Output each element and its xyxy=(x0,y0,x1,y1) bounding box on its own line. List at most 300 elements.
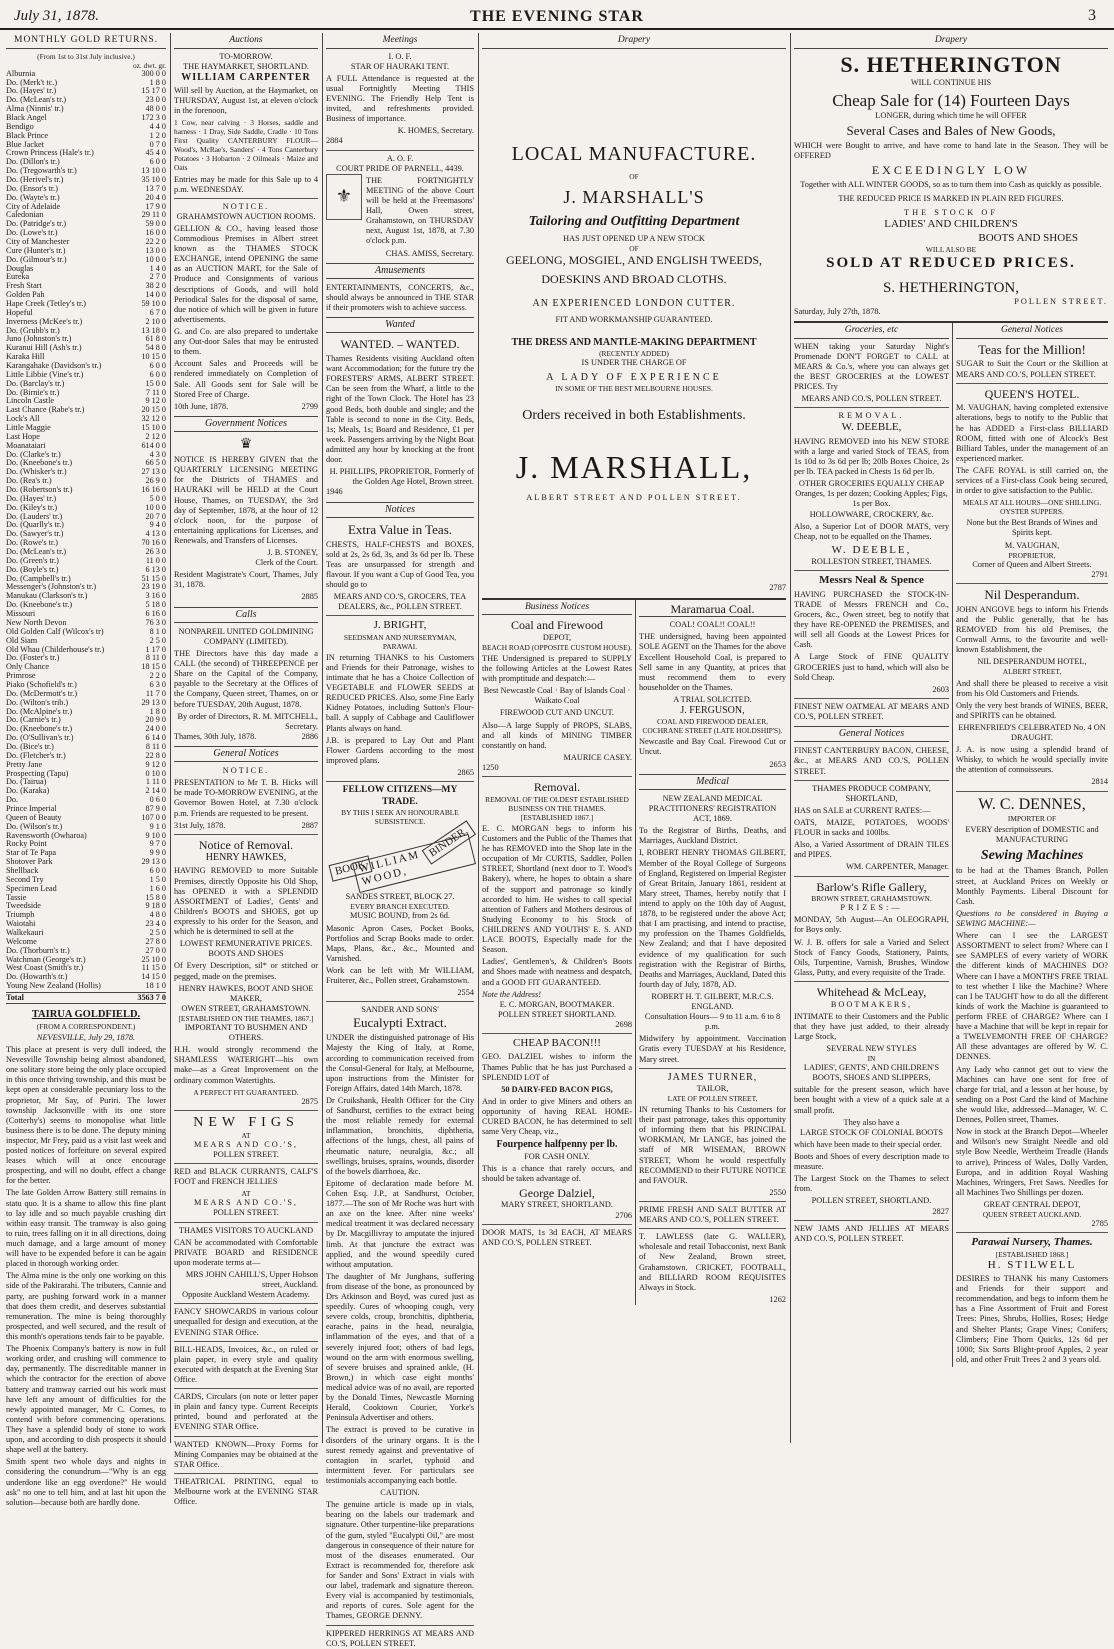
ad-address: ROLLESTON STREET, THAMES. xyxy=(811,557,932,567)
ad-headline: FELLOW CITIZENS—MY TRADE. xyxy=(342,785,458,807)
mine-name: Do. (Patridge's tr.) xyxy=(6,219,67,229)
gold-yield: 27 13 0 xyxy=(141,467,166,477)
mine-name: Do. (Wilton's trib.) xyxy=(6,697,69,707)
ad-headline: HOLLOWWARE, CROCKERY, &c. xyxy=(809,509,934,519)
mine-name: Do. (Tairua) xyxy=(6,777,47,787)
ad-headline: CAUTION. xyxy=(380,1488,420,1498)
ad-text: Ladies', Gentlemen's, & Children's Boots and Shoes made with neatness and despatch, and a GOOD FIT GUARANTEED. xyxy=(482,957,632,987)
ad-text: THE Directors have this day made a CALL (the second) of THREEPENCE per Share on the Capital of the Company, payable to the Secretary at the Offices of the Company, Queen street, Thames, on or before TUESDAY, 20th August, 1878. xyxy=(174,649,318,709)
ad-list: Best Newcastle Coal · Bay of Islands Coal · Waikato Coal xyxy=(483,686,631,706)
ad-text: Any Lady who cannot get out to view the Machines can have one sent for free of charge for trial, and a lesson at her house, by sending on a Post Card the kind of Machine she would like, addressed—Manager, W. C. Dennes, Pollen street, Thames. xyxy=(956,1064,1108,1125)
ad-headline: Whitehead & McLeay, xyxy=(816,984,927,999)
gold-yield: 32 12 0 xyxy=(141,414,166,424)
ad-headline: GEELONG, MOSGIEL, AND ENGLISH TWEEDS, xyxy=(505,253,763,268)
gold-yield: 9 18 0 xyxy=(145,901,166,911)
ad-ref: 2827 xyxy=(932,1206,949,1216)
section-heading-government: Government Notices xyxy=(174,416,318,432)
ad-text: WHEN taking your Saturday Night's Promenade DON'T FORGET to CALL at MEARS & Co.'s, where you can always get the BEST GROCERIES at the LOWEST PRICES. Try xyxy=(794,341,949,392)
ad-headline: Nil Desperandum. xyxy=(984,586,1080,602)
ad-headline: Fourpence halfpenny per lb. xyxy=(496,1139,618,1151)
ad-headline: Teas for the Million! xyxy=(978,341,1086,357)
gold-yield: 6 16 0 xyxy=(145,609,166,619)
ad-headline: LOCAL MANUFACTURE. xyxy=(511,142,757,165)
gold-yield: 70 16 0 xyxy=(141,538,166,548)
mine-name: Do. (Foster's tr.) xyxy=(6,653,60,663)
ad-text: I, ROBERT HENRY THOMAS GILBERT, Member of the Royal College of Surgeons of England, Registered on Imperial Register of Great Britain, January 1861, resident at Mary street, Thames, hereby notify that I intend to apply on the 10th day of August, 1878, to be registered under the above Act; that I am practising, and intend to practise, my profession on the Thames Goldfields, New Zealand; and that I have deposited evidence of my qualification for such registration with the Registrar of Births, Deaths and Marriages, Auckland, Dated this fourth day of July, 1878, AD. xyxy=(639,848,786,989)
ad-headline: THE HAYMARKET, SHORTLAND. xyxy=(183,61,309,71)
ad-text: suitable for the present season, which have been bought with a view of a quick sale at a small profit. xyxy=(794,1085,949,1115)
mine-name: City of Adelaide xyxy=(6,201,61,211)
page-number: 3 xyxy=(1088,7,1096,24)
ad-signature: George Dalziel, xyxy=(519,1185,595,1200)
ad-text: Work can be left with Mr WILLIAM, Fruiterer, &c., Pollen street, Grahamstown. xyxy=(326,966,474,986)
mine-name: Do. (Kneebone's tr.) xyxy=(6,600,73,610)
gold-yield: 2 12 0 xyxy=(145,431,166,441)
gold-yield: 0 7 0 xyxy=(149,139,166,149)
gold-yield: 23 4 0 xyxy=(145,919,166,929)
gold-yield: 87 9 0 xyxy=(145,803,166,813)
ad-text: The extract is proved to be curative in disorders of the urinary organs. It is the surest remedy against and preventative of contagion in scarlet, typhoid and intermittent fever. For particulars see testimonials accompanying each bottle. xyxy=(326,1425,474,1486)
ad-text: which have been made to their special order. xyxy=(794,1139,942,1149)
gold-yield: 0 6 0 xyxy=(149,795,166,805)
ad-headline: IMPORTANT TO BUSHMEN AND OTHERS. xyxy=(184,1022,308,1043)
gold-yield: 16 0 0 xyxy=(145,228,166,238)
mine-name: Do. (Ensor's tr.) xyxy=(6,183,58,193)
masthead xyxy=(0,0,1114,30)
ad-text: NEW JAMS AND JELLIES AT MEARS AND CO.'S, POLLEN STREET. xyxy=(794,1223,949,1243)
ad-text: G. and Co. are also prepared to undertake any Out-door Sales that may be entrusted to them. xyxy=(174,327,318,357)
ad-date: Thames, 30th July, 1878. xyxy=(174,731,257,741)
ad-headline: I. O. F. xyxy=(388,51,412,61)
gold-yield: 13 0 0 xyxy=(145,245,166,255)
ad-headline: A LADY OF EXPERIENCE xyxy=(546,372,722,384)
ad-text: M. VAUGHAN, having completed extensive alterations, begs to notify to the Public that he has ADDED a First-class BILLIARD ROOM, fitted with one of Alcock's Best Billiard Tables, under the management of an experienced marker. xyxy=(956,403,1108,463)
mine-name: Manukau (Clarkson's tr.) xyxy=(6,591,88,601)
gold-yield: 17 9 0 xyxy=(145,201,166,211)
ad-text: WILL ALSO BE xyxy=(925,245,977,255)
ad-headline: W. C. DENNES, xyxy=(978,795,1086,813)
gold-yield: 2 5 0 xyxy=(149,635,166,645)
mine-name: Old Siam xyxy=(6,635,38,645)
mine-name: Do. (Clarke's tr.) xyxy=(6,449,61,459)
ad-headline: GRAHAMSTOWN AUCTION ROOMS. xyxy=(176,211,316,221)
mine-name: Black Angel xyxy=(6,112,47,122)
ad-list: 1 Cow, near calving · 3 Horses, saddle and harness · 1 Dray, Side Saddle, Cradle · 10 Tons First Quality CANTERBURY FLOUR—Wood's, McRae's, Sanders' · 4 Tons Canterbury Potatoes · 3 Hobarton · 2 Oilmeals · Maize and Oats xyxy=(174,118,318,173)
mine-name: Karaka Hill xyxy=(6,352,45,362)
mine-name: Hape Creek (Tetley's tr.) xyxy=(6,298,87,308)
gold-returns-table xyxy=(6,70,166,991)
ad-address: Opposite Auckland Western Academy. xyxy=(182,1290,310,1300)
mine-name: Do. (Kiley's tr.) xyxy=(6,502,58,512)
mine-name: Prince Imperial xyxy=(6,803,57,813)
ad-text: Also, a Superior Lot of DOOR MATS, very Cheap, not to be equalled on the Thames. xyxy=(794,521,949,541)
ad-text: Newcastle and Bay Coal. Firewood Cut or Uncut. xyxy=(639,737,786,757)
ad-address: BROWN STREET, GRAHAMSTOWN. xyxy=(811,894,932,904)
mine-name: Do. (Lowe's tr.) xyxy=(6,228,58,238)
ad-headline: BOOTMAKERS, xyxy=(830,999,913,1009)
ad-headline: QUEEN'S HOTEL. xyxy=(984,386,1080,401)
ad-text: HAS on SALE at CURRENT RATES:— xyxy=(794,805,931,815)
ad-ref: 2791 xyxy=(1091,569,1108,579)
mine-name: Do. (McLean's tr.) xyxy=(6,547,67,557)
subcol-general xyxy=(953,323,1108,1367)
ad-address: OWEN STREET, GRAHAMSTOWN. xyxy=(181,1003,311,1013)
ad-headline: LARGE STOCK OF COLONIAL BOOTS xyxy=(800,1127,943,1137)
ad-text: GELLION & CO., having leased those Commodious Premises in Albert street known as the THAMES STOCK EXCHANGE, intend OPENING the same as an AUCTION MART, for the Sale of Produce and Consignments of various descriptions of Goods, and will hold Periodical Sales for the disposal of same, due notice of which will be given in future advertisements. xyxy=(174,223,318,324)
ad-headline: Messrs Neal & Spence xyxy=(819,574,924,587)
ad-headline: NEW ZEALAND MEDICAL PRACTITIONERS' REGISTRATION ACT, 1869. xyxy=(648,793,777,824)
mine-name: Douglas xyxy=(6,263,34,273)
ad-ref: 2787 xyxy=(769,583,786,593)
tairua-paragraph: The late Golden Arrow Battery still remains in statu quo. It is a shame to allow this fine plant to lay idle and so much payable crushing dirt within easy transit. The tramway is also going to ruin, trees falling on it in all directions, doing much damage, and a large amount of money will have to be expended before it can be again placed in thorough working order. xyxy=(6,1188,166,1269)
gold-yield: 4 3 0 xyxy=(149,449,166,459)
ad-text: IS UNDER THE CHARGE OF xyxy=(581,357,687,367)
ad-headline: COURT PRIDE OF PARNELL, 4439. xyxy=(336,163,464,173)
gold-yield: 5 18 0 xyxy=(145,600,166,610)
gold-yield: 2 10 0 xyxy=(145,316,166,326)
gold-yield: 13 18 0 xyxy=(141,325,166,335)
mine-name: Only Chance xyxy=(6,662,49,672)
column-drapery-marshall xyxy=(482,33,786,1443)
gold-yield: 15 17 0 xyxy=(141,86,166,96)
mine-name: Caledonian xyxy=(6,210,44,220)
gold-yield: 45 4 0 xyxy=(145,148,166,158)
column-rule xyxy=(322,33,323,1443)
ad-signature: MEARS AND CO.'S, POLLEN STREET. xyxy=(801,394,942,404)
ad-note: A PERFECT FIT GUARANTEED. xyxy=(193,1087,299,1097)
ad-text: Epitome of declaration made before M. Cohen Esq. J.P., at Sandhurst, October, 1877.—The son of Mr Roche was hurt with an axe on the knee. After nine weeks' medical treatment it was declared necessary by Dr. Macgillivray to amputate the injured limb. At that juncture the extract was applied, and the wound speedily cured without amputation. xyxy=(326,1178,474,1269)
ad-ref: 2554 xyxy=(457,988,474,998)
ad-headline: NONPAREIL UNITED GOLDMINING COMPANY (LIMITED). xyxy=(178,626,314,646)
ad-headline: COAL! COAL!! COAL!! xyxy=(669,620,756,630)
ad-headline: Removal. xyxy=(533,780,581,795)
section-heading-calls: Calls xyxy=(174,607,318,623)
mine-name: Shellback xyxy=(6,865,39,875)
mine-name: Kuranui Hill (Ash's tr.) xyxy=(6,343,82,353)
ad-text: IN returning THANKS to his Customers and Friends for their Patronage, wishes to intimate that he has a Choice Collection of VEGETABLE and FLOWER SEEDS at REDUCED PRICES. Also, some Fine Early Kidney Potatoes, including Sutton's Flour-ball. A supply of Cabbage and Cauliflower Plants always on hand. xyxy=(326,652,474,733)
ad-ref: 2698 xyxy=(615,1019,632,1029)
gold-returns-subheading: (From 1st to 31st July inclusive.) xyxy=(37,51,135,61)
ad-headline: JAMES TURNER, xyxy=(667,1071,758,1083)
ad-ref: 1946 xyxy=(326,487,343,497)
mine-name: Juno (Johnston's tr.) xyxy=(6,334,72,344)
gold-yield: 48 0 0 xyxy=(145,104,166,114)
section-heading-wanted: Wanted xyxy=(326,317,474,333)
ad-text: Of Every Description, sil* or stitched or pegged, made on the premises. xyxy=(174,961,318,981)
column-auctions xyxy=(174,33,318,1507)
column-rule xyxy=(478,33,479,1443)
ad-text: LATE OF POLLEN STREET, xyxy=(667,1094,758,1103)
mine-name: Primrose xyxy=(6,671,36,681)
gold-yield: 7 11 0 xyxy=(145,387,166,397)
mine-name: Specimen Lead xyxy=(6,883,57,893)
ad-text: to be had at the Thames Branch, Pollen street, at Auckland Prices on Weekly or Monthly Payments. Liberal Discount for Cash. xyxy=(956,866,1108,906)
ad-ref: 2799 xyxy=(301,401,318,411)
gold-yield: 6 13 0 xyxy=(145,564,166,574)
ad-headline: Several Cases and Bales of New Goods, xyxy=(846,123,1056,139)
ad-text: Consultation Hours— 9 to 11 a.m. 6 to 8 p.m. xyxy=(644,1012,781,1032)
ad-ref: 2885 xyxy=(301,592,318,602)
gold-yield: 10 0 0 xyxy=(145,502,166,512)
gold-yield: 25 10 0 xyxy=(141,954,166,964)
gold-yield: 6 0 0 xyxy=(149,361,166,370)
ad-text: KIPPERED HERRINGS AT MEARS AND CO.'S, POLLEN STREET. xyxy=(326,1628,474,1648)
gold-yield: 1 11 0 xyxy=(145,777,166,787)
section-heading-notices: Notices xyxy=(326,502,474,518)
mine-name: Old Whau (Childerhouse's tr.) xyxy=(6,644,105,654)
mine-name: Moanataiari xyxy=(6,440,46,450)
mine-name: Crown Princess (Hale's tr.) xyxy=(6,148,94,158)
mine-name: Do. (Whisker's tr.) xyxy=(6,467,67,477)
subcol-coal-medical xyxy=(636,600,786,1305)
ad-store: MEARS AND CO.'S, xyxy=(193,1198,299,1208)
ad-signature: WM. CARPENTER, Manager. xyxy=(845,862,949,872)
mine-name: Do. (Rea's tr.) xyxy=(6,476,52,486)
ad-signature: J. FERGUSON, xyxy=(680,705,745,717)
gold-yield: 4 13 0 xyxy=(145,529,166,539)
mine-name: Prospecting (Tapu) xyxy=(6,768,69,778)
gold-yield: 66 5 0 xyxy=(145,458,166,468)
ad-text: INTIMATE to their Customers and the Public that they have just added, to their already Large Stock, xyxy=(794,1011,949,1041)
mine-name: Young New Zealand (Hollis) xyxy=(6,981,101,991)
gold-yield: 27 0 0 xyxy=(145,945,166,955)
mine-name: Do. (Campbell's tr.) xyxy=(6,573,71,583)
ad-text: Thames Residents visiting Auckland often want Accommodation; for the future try the FORESTERS' ARMS, ALBERT STREET. Can be seen from the Wharf, a little to the right of the Town Clock. The Hotel has 23 good Beds, both double and single; and the Table is second to none in the City. Beds, 1s; Meals, 1s; Board and Residence, £1 per week. Passengers arriving by the Night Boat admitted any hour by knocking at the front door. xyxy=(326,353,474,465)
gold-yield: 23 19 0 xyxy=(141,582,166,592)
ad-text: THE undersigned, having been appointed SOLE AGENT on the Thames for the above Excellent Household Coal, is prepared to Sell same in any Quantity, at prices that must recommend them to every householder on the Thames. xyxy=(639,632,786,692)
ad-signature: W. DEEBLE, xyxy=(831,543,912,556)
ad-ref: 2603 xyxy=(932,684,949,694)
mine-name: Missouri xyxy=(6,609,36,619)
ad-text: A Large Stock of FINE QUALITY GROCERIES just to hand, which will also be Sold Cheap. xyxy=(794,652,949,682)
mine-name: Do. (Wilson's tr.) xyxy=(6,821,63,831)
mine-name: Little Maggie xyxy=(6,423,51,433)
ad-text: Account Sales and Proceeds will be rendered immediately on Completion of Sale. All Goods sent for Sale will be Stored Free of Charge. xyxy=(174,359,318,399)
ad-headline: Eucalypti Extract. xyxy=(353,1015,447,1031)
banner-binder: BINDER, xyxy=(422,821,476,865)
ad-date: 31st July, 1878. xyxy=(174,820,226,830)
ad-text: DESIRES to THANK his many Customers and Friends for their support and recommendation, and begs to inform them he has a Fine Assortment of Fruit and Forest Trees: Pines, Shrubs, Hollies, Roses; Hedge and Shelter Plants; Grape Vines; Conifers; Climbers; Fine Thorn Quicks, 12s 6d per 1000; Six Sorts Blight-proof Apples, 2 year old, and other Fruit Trees 2 and 3 years old. xyxy=(956,1274,1108,1364)
ad-signature: K. HOMES, Secretary. xyxy=(397,126,474,136)
mine-name: Inverness (McKee's tr.) xyxy=(6,316,83,326)
gold-returns-heading: MONTHLY GOLD RETURNS. xyxy=(6,35,166,49)
ad-text: Only the very best brands of WINES, BEER, and SPIRITS can be obtained. xyxy=(956,700,1108,720)
ad-ref: 2887 xyxy=(301,820,318,830)
ad-text: E. C. MORGAN begs to inform his Customers and the Public of the Thames that he has REMOVED into the Shop late in the occupation of Mr CURTIS, Saddler, Pollen STREET, Shortland (next door to T. Wood's Bakery), where, he hopes to obtain a share of the support and patronage so kindly accorded to him. He wishes to call special attention of Fathers and Mothers desirous of Studying Economy to his Stock of CHILDREN'S AND YOUTHS' E. S. AND LACE BOOTS, Especially made for the Season. xyxy=(482,823,632,955)
mine-name: Do. xyxy=(6,795,19,805)
gold-yield: 18 1 0 xyxy=(145,981,166,991)
ad-signature: J. B. STONEY, xyxy=(267,548,318,558)
ad-text: FANCY SHOWCARDS in various colour unequalled for design and execution, at the EVENING STAR Office. xyxy=(174,1307,318,1337)
ad-headline: WANTED. – WANTED. xyxy=(340,337,460,352)
mine-name: Do. (Sawyer's tr.) xyxy=(6,529,64,539)
ad-headline: Parawai Nursery, Thames. xyxy=(971,1236,1093,1249)
ad-headline: NOTICE. xyxy=(222,201,270,211)
ad-headline: AN EXPERIENCED LONDON CUTTER. xyxy=(532,298,736,310)
gold-return-row xyxy=(6,265,166,274)
ad-text: LONGER, during which time he will OFFER xyxy=(875,111,1027,121)
gold-yield: 2 2 0 xyxy=(149,671,166,681)
ad-text: A FULL Attendance is requested at the usual Fortnightly Meeting THIS EVENING. The Friendly Help Tent is invited, and refreshments provided. Business of importance. xyxy=(326,73,474,124)
ad-headline: FIREWOOD CUT AND UNCUT. xyxy=(499,708,614,718)
mine-name: Piako (Schofield's tr.) xyxy=(6,679,77,689)
ad-text: This is a chance that rarely occurs, and should be taken advantage of. xyxy=(482,1163,632,1183)
gold-yield: 1 8 0 xyxy=(149,77,166,87)
ad-address: COAL AND FIREWOOD DEALER, COCHRANE STREET (LATE HOLDSHIP'S). xyxy=(642,717,783,736)
tairua-heading: TAIRUA GOLDFIELD. xyxy=(31,1009,141,1021)
ad-headline: THAMES VISITORS TO AUCKLAND xyxy=(178,1225,314,1235)
ad-text: Midwifery by appointment. Vaccination Gratis every TUESDAY at his Residence, Mary street. xyxy=(639,1034,786,1064)
ad-text: IN SOME OF THE BEST MELBOURNE HOUSES. xyxy=(555,384,713,394)
gold-yield: 51 15 0 xyxy=(141,573,166,583)
ad-text: Masonic Apron Cases, Pocket Books, Portfolios and Scrap Books made to order. Maps, Plans, &c., &c., Mounted and Varnished. xyxy=(326,923,474,963)
gold-yield: 0 10 0 xyxy=(145,768,166,778)
gold-total-label: Total xyxy=(6,993,24,1003)
mine-name: Do. (McDermott's tr.) xyxy=(6,688,78,698)
mine-name: Triumph xyxy=(6,910,35,920)
column-meetings xyxy=(326,33,474,1648)
gold-yield: 9 4 0 xyxy=(149,520,166,530)
ad-text: To the Registrar of Births, Deaths, and Marriages, Auckland District. xyxy=(639,826,786,846)
auctioneer-name: WILLIAM CARPENTER xyxy=(181,71,311,83)
ad-text: WANTED KNOWN—Proxy Forms for Mining Companies may be obtained at the STAR Office. xyxy=(174,1439,318,1469)
ad-text: IN returning Thanks to his Customers for their past patronage, takes this opportunity of informing them that his PRINCIPAL WORKMAN, Mr LANGE, has joined the staff of MR WISEMAN, BROWN STREET, Whom he would respectfully RECOMMEND to their FUTURE NOTICE and FAVOUR. xyxy=(639,1105,786,1185)
gold-total-value: 3563 7 0 xyxy=(137,993,166,1003)
gold-yield: 76 3 0 xyxy=(145,617,166,627)
ad-headline: A TRIAL SOLICITED. xyxy=(673,694,752,704)
ad-headline: Notice of Removal. xyxy=(198,837,294,852)
ad-address: MARY STREET, SHORTLAND. xyxy=(501,1200,613,1210)
section-heading-business: Business Notices xyxy=(482,602,632,616)
ad-headline: CHEAP BACON!!! xyxy=(513,1037,601,1050)
ad-signature: H. PHILLIPS, PROPRIETOR, Formerly of the Golden Age Hotel, Brown street. xyxy=(329,467,474,487)
subcol-business xyxy=(482,600,636,1305)
ad-ref: 2886 xyxy=(301,731,318,741)
ad-text: H.H. would strongly recommend the SHAMLESS WATERIGHT—his own make—as a Great Improvement on the ordinary common Watertights. xyxy=(174,1045,318,1085)
gold-yield: 9 12 0 xyxy=(145,759,166,769)
gold-yield: 35 10 0 xyxy=(141,174,166,184)
ad-headline: Sewing Machines xyxy=(980,848,1084,864)
gold-yield: 5 0 0 xyxy=(149,493,166,503)
ad-text: Entries may be made for this Sale up to 4 p.m. WEDNESDAY. xyxy=(174,174,318,194)
ad-headline: J. BRIGHT, xyxy=(373,619,427,632)
ad-text: THE STOCK OF xyxy=(904,208,998,218)
ad-text: CHESTS, HALF-CHESTS and BOXES, sold at 2s, 2s 6d, 3s, and 3s 6d per lb. These Teas are unsurpassed for strength and flavour. If you want a Cup of Good Tea, you should go to xyxy=(326,539,474,589)
mine-name: Bendigo xyxy=(6,121,34,131)
ad-text: And in order to give Miners and others an opportunity of having REAL HOME-CURED BACON, he has determined to sell same Very Cheap, viz., xyxy=(482,1096,632,1137)
ad-headline: SOLD AT REDUCED PRICES. xyxy=(826,255,1076,272)
section-heading-groceries: Groceries, etc xyxy=(794,325,949,339)
ad-headline: J. MARSHALL, xyxy=(515,449,753,486)
section-heading-meetings: Meetings xyxy=(326,35,474,49)
ad-headline: EXCEEDINGLY LOW xyxy=(871,163,1031,178)
gold-yield: 6 3 0 xyxy=(149,679,166,689)
ad-text: PRIME FRESH AND SALT BUTTER AT MEARS AND CO.'S, POLLEN STREET. xyxy=(639,1205,786,1225)
mine-name: Old Golden Calf (Wilcox's tr) xyxy=(6,626,104,636)
gold-yield: 38 2 0 xyxy=(145,281,166,291)
gold-yield: 10 0 0 xyxy=(145,254,166,264)
ad-signature: H. STILWELL xyxy=(987,1258,1077,1271)
ad-text: FINEST CANTERBURY BACON, CHEESE, &c., at MEARS AND CO.'S, POLLEN STREET. xyxy=(794,746,949,776)
ad-headline: SANDER AND SONS' xyxy=(361,1005,439,1015)
ad-headline: J. MARSHALL'S xyxy=(563,187,705,207)
ad-headline: S. HETHERINGTON xyxy=(840,51,1062,77)
ad-headline: NOTICE. xyxy=(222,766,270,776)
section-heading-general: General Notices xyxy=(174,746,318,762)
ad-text: DOOR MATS, 1s 3d EACH, AT MEARS AND CO.'S, POLLEN STREET. xyxy=(482,1227,632,1247)
ad-text: Questions to be considered in Buying a SEWING MACHINE:— xyxy=(956,908,1108,928)
ad-headline: TAILOR, xyxy=(696,1083,729,1093)
gold-yield: 13 10 0 xyxy=(141,166,166,176)
ad-text: HAVING REMOVED into his NEW STORE with a large and varied Stock of TEAS, from 1s 10d to 3s 6d per lb; 20lb Boxes Choice, 2s per lb. TEA packed in Chests 1s 6d per lb. xyxy=(794,436,949,477)
ad-signature: ROBERT H. T. GILBERT, M.R.C.S. ENGLAND. xyxy=(651,991,774,1012)
mine-name: Last Hope xyxy=(6,431,40,441)
ad-ref: 2706 xyxy=(615,1210,632,1220)
mine-name: Do. (Carnie's tr.) xyxy=(6,715,61,725)
banner-william-wood: WILLIAM WOOD, xyxy=(352,834,476,893)
newspaper-title: THE EVENING STAR xyxy=(470,8,644,25)
ad-headline: HENRY HAWKES, xyxy=(205,852,287,864)
mine-name: Do. (Kneebone's tr.) xyxy=(6,724,73,734)
mine-name: Do. (Hayes' tr.) xyxy=(6,493,57,503)
mine-name: Tassie xyxy=(6,892,27,902)
ad-at: AT xyxy=(241,1130,251,1140)
gold-yield: 15 0 0 xyxy=(145,378,166,388)
gold-yield: 2 7 0 xyxy=(149,272,166,282)
gold-yield: 8 11 0 xyxy=(145,653,166,663)
ad-headline: EVERY BRANCH EXECUTED. xyxy=(350,902,450,912)
ad-signature: By order of Directors, R. M. MITCHELL, Secretary. xyxy=(177,711,318,731)
mine-name: Do. (O'Sullivan's tr.) xyxy=(6,733,74,743)
gold-units: oz. dwt. gr. xyxy=(132,60,166,70)
ad-text: The CAFE ROYAL is still carried on, the services of a First-class Cook being secured, in order to give satisfaction to the Public. xyxy=(956,465,1108,496)
ad-text: MONDAY, 5th August—An OLEOGRAPH, for Boys only. xyxy=(794,915,949,935)
gold-yield: 9 9 0 xyxy=(149,848,166,858)
mine-name: Alma (Ninnis' tr.) xyxy=(6,104,64,114)
ad-headline: DOESKINS AND BROAD CLOTHS. xyxy=(541,271,727,286)
gold-yield: 1 4 0 xyxy=(149,263,166,273)
ad-headline: OTHER GROCERIES EQUALLY CHEAP xyxy=(798,479,945,489)
ad-text: (RECENTLY ADDED) xyxy=(599,348,669,358)
gold-yield: 6 0 0 xyxy=(149,369,166,379)
mine-name: Blue Jacket xyxy=(6,139,44,149)
ad-headline: NIL DESPERANDUM HOTEL, xyxy=(977,657,1087,667)
gold-yield: 1 5 0 xyxy=(149,874,166,884)
gold-yield: 20 15 0 xyxy=(141,405,166,415)
ad-headline: MEALS AT ALL HOURS—ONE SHILLING. xyxy=(962,498,1102,508)
gold-yield: 26 9 0 xyxy=(145,476,166,486)
ad-text: BILL-HEADS, Invoices, &c., on ruled or plain paper, in every style and quality executed with despatch at the Evening Star Office. xyxy=(174,1344,318,1384)
gold-yield: 29 13 0 xyxy=(141,857,166,867)
mine-name: Do. (Barclay's tr.) xyxy=(6,378,65,388)
section-heading-medical: Medical xyxy=(639,774,786,790)
ad-text: The daughter of Mr Junghans, suffering from disease of the bone, as pronounced by Drs Atkinson and Boyd, was cured just as speedily. Cures of whooping cough, very severe colds, croup, bronchitis, diphtheria, earache, pains in the head, neuralgia, inflammation of the eyes, and that of a severely injured foot; others of bad legs, wound on the arm with enormous swelling, of severe bruises and sprained ankle, (H. Brown,) in which case eight months' medical advice was of no avail, are reported by the Donald Times, Newcastle Morning Herald, Cooktown Courier, Yorke's Peninsula Advertiser and others. xyxy=(326,1271,474,1423)
section-heading-general: General Notices xyxy=(956,325,1108,339)
ad-note: [ESTABLISHED 1868.] xyxy=(995,1249,1069,1259)
mine-name: Watchman (George's tr.) xyxy=(6,954,86,964)
ad-signature: M. VAUGHAN, xyxy=(1004,540,1060,550)
ad-text: They also have a xyxy=(843,1117,900,1127)
gold-yield: 2 5 0 xyxy=(149,928,166,937)
mine-name: Eureka xyxy=(6,272,30,282)
gold-return-row xyxy=(6,885,166,894)
section-heading-drapery: Drapery xyxy=(482,35,786,49)
ad-text: Resident Magistrate's Court, Thames, July 31, 1878. xyxy=(174,570,318,590)
ad-headline: OYSTER SUPPERS. xyxy=(1000,507,1064,517)
gold-yield: 26 3 0 xyxy=(145,547,166,557)
ad-address: POLLEN STREET. xyxy=(213,1208,279,1218)
ad-ref: 2814 xyxy=(1091,777,1108,787)
